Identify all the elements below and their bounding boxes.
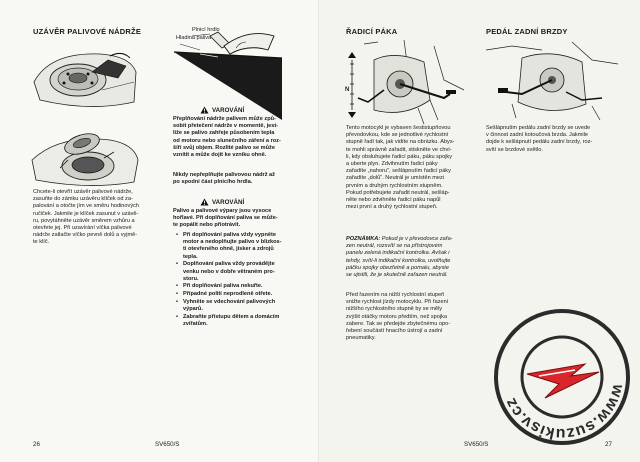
fuel-cap-open-illustration [30, 120, 140, 190]
gear-shift-illustration [334, 40, 469, 126]
warning-1-title: VAROVÁNÍ [212, 106, 245, 114]
note-text: Pokud je v převodovce zařa- zen neutrál, rozsvítí se na přístrojovém panelu zelená indikační kontrolka. Avšak i tehdy, svítí-li indikační kontrolka, uvolňujte páčku spojky obezřetně a pomalu, abyste se ujistili, že je skutečně zařazen neutrál. [346, 236, 453, 279]
fuel-cap-closed-illustration [30, 42, 140, 114]
list-item: • Vyhněte se vdechování palivových výparů. [176, 299, 311, 313]
warning-2 [200, 198, 244, 206]
list-item: • Doplňování paliva vždy provádějte venku nebo v dobře větraném pro- storu. [176, 261, 311, 283]
list-item: • Zabraňte přístupu dětem a domácím zvířatům. [176, 314, 311, 328]
warning-triangle-icon [200, 106, 209, 114]
fuel-cap-heading: UZÁVĚR PALIVOVÉ NÁDRŽE [33, 27, 142, 36]
warning-1-note: Nikdy nepřeplňujte palivovou nádrž až po spodní část plnicího hrdla. [173, 172, 275, 186]
rear-brake-text: Sešlápnutím pedálu zadní brzdy se uvede v činnost zadní kotoučová brzda. Jakmile dojde k sešlápnutí pedálu zadní brzdy, roz- svítí se brzdové světlo. [486, 125, 593, 153]
warning-1-text: Přeplňování nádrže palivem může způ- sobit přetečení nádrže v momentě, jest- liže se palivo zahřeje působením tepla od motoru nebo slunečního záření a roz- šíří svůj objem. Rozlité palivo se může vznítit a může dojít ke vzniku ohně. [173, 116, 281, 159]
gear-shift-heading: ŘADICÍ PÁKA [346, 27, 398, 36]
suzukisv-watermark-stamp [487, 302, 637, 452]
list-item: • Při doplňování paliva vždy vypněte motor a nedoplňujte palivo v blízkos- ti otevřeného ohně, jisker a zdrojů tepla. [176, 232, 311, 261]
neutral-label: N [345, 87, 350, 93]
warning-triangle-icon [200, 198, 209, 206]
fuel-safety-list [176, 232, 311, 329]
rear-brake-illustration [482, 40, 622, 122]
gear-shift-note [346, 236, 486, 279]
model-label-right: SV650/S [464, 441, 489, 448]
list-item: • Při doplňování paliva nekuřte. [176, 283, 311, 290]
page-number-left: 26 [33, 441, 40, 448]
downshift-text: Před řazením na nižší rychlostní stupeň snižte rychlost jízdy motocyklu. Při řazení nižšího rychlostního stupně by se měly zvýšit otáčky motoru předtím, než spojka zabere. Tak se předejde zbytečnému opo- řebení součástí hnacího ústrojí a zadní pneumatiky. [346, 292, 451, 342]
warning-2-title: VAROVÁNÍ [212, 198, 245, 206]
model-label-left: SV650/S [155, 441, 180, 448]
warning-2-text: Palivo a palivové výpary jsou vysoce hořlavé. Při doplňování paliva se může- te popálit nebo přiotrávit. [173, 208, 278, 229]
note-label: POZNÁMKA: [346, 236, 381, 242]
callout-fuel-level: Hladina paliva [176, 35, 212, 41]
list-item: • Případné politi neprodleně otřete. [176, 291, 311, 298]
warning-1 [200, 106, 244, 114]
fuel-cap-instructions: Chcete-li otevřít uzávěr palivové nádrže, zasuňte do zámku uzávěru klíček od za- palování a otočte jím ve směru hodinových ručiček. Jakmile je klíček zasunut v uzávě- ru, povytáhněte uzávěr směrem vzhůru a otevřete jej. Při uzavírání víčka palivové nádrže zatlačte víčko pevně dolů a vyjmě- te klíč. [33, 189, 140, 246]
gear-shift-text: Tento motocykl je vybaven šestistupňovou převodovkou, kde se jednotlivé rychlostní stupně řadí tak, jak vidíte na obrázku. Abys- te mohli správně zařadit, stiskněte ve chví- li, kdy obsluhujete řadicí páku, páku spojky a uberte plyn. Zdvihnutím řadicí páky zařadíte „nahoru", sešlápnutím řadicí páky zařadíte „dolů". Neutrál je umístěn mezi prvním a druhým rychlostním stupněm. Pokud potřebujete zařadit neutrál, sešláp- něte nebo zdvihněte řadicí páku napůl mezi první a druhý rychlostní stupeň. [346, 125, 455, 211]
page-number-right: 27 [605, 441, 612, 448]
rear-brake-heading: PEDÁL ZADNÍ BRZDY [486, 27, 568, 36]
callout-filler-neck: Plnicí hrdlo [192, 27, 220, 33]
watermark-url: www.suzukisv.cz [502, 382, 627, 443]
